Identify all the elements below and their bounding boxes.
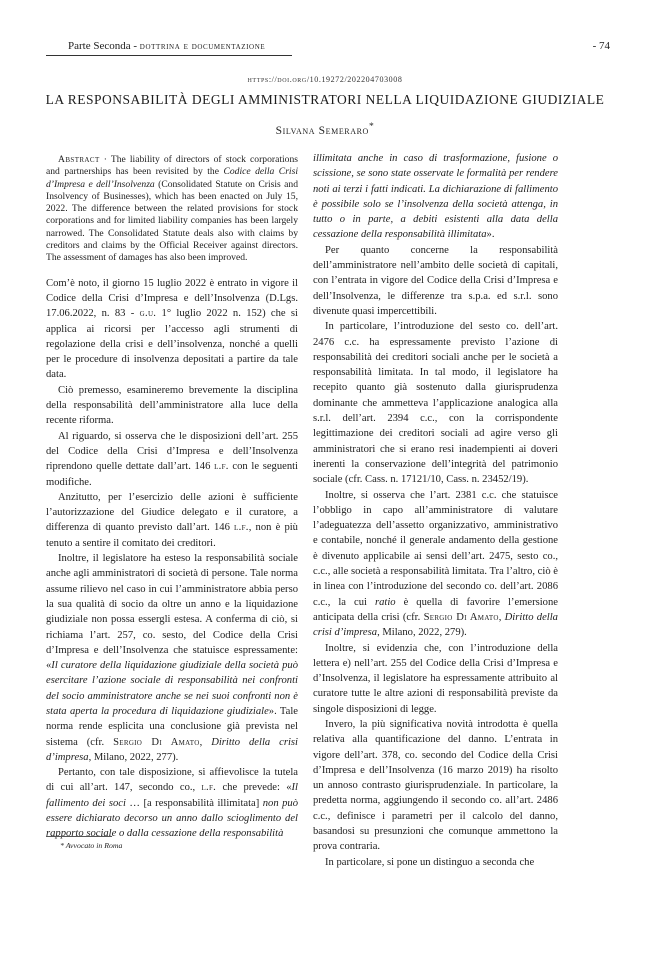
text: , Milano, 2022, 277). <box>88 751 179 763</box>
footnote-rule <box>46 836 112 837</box>
paragraph: In particolare, si pone un distinguo a seconda che <box>325 856 535 868</box>
paragraph: Ciò premesso, esamineremo brevemente la disciplina della responsabilità dell’amministratore alla luce della recente riforma. <box>46 384 298 427</box>
paragraph <box>46 765 298 841</box>
paragraph <box>46 490 298 551</box>
text: , <box>498 611 505 623</box>
doi-link[interactable]: https://doi.org/10.19272/202204703008 <box>247 75 403 84</box>
statute-quote: non può essere dichiarato decorso un anno dallo scioglimento del rapporto sociale o dalla cessazione della responsabilità <box>46 797 298 840</box>
author-line <box>0 121 650 137</box>
running-head-rule <box>46 55 292 56</box>
paragraph: Inoltre, si evidenzia che, con l’introduzione della lettera e) nell’art. 255 del Codice della Crisi d’Impresa e d’Insolvenza, il legislatore ha espressamente attribuito al curatore tutte le altre azioni di responsabilità previste da singole disposizioni di legge. <box>313 642 558 715</box>
paragraph <box>46 429 298 490</box>
right-column <box>313 151 558 870</box>
text: Anzitutto, per l’esercizio delle azioni è sufficiente l’autorizzazione del Giudice delegato e il curatore, a differenza di quanto previsto dall’art. 146 <box>46 491 298 534</box>
cited-author: Sergio Di Amato <box>423 611 499 623</box>
text: … [a responsabilità illimitata] <box>125 797 263 809</box>
text: Inoltre, si osserva che l’art. 2381 c.c. che statuisce l’obbligo in capo all’amministratore di valutare l’adeguatezza dell’assetto organizzativo, amministrativo e contabile, nonché il generale andamento della gestione è divenuto applicabile ai sensi dell’art. 2475, sesto co., c.c., alle società a responsabilità limitata. Tra l’altro, ciò è in linea con l’introduzione del secondo co. dell’art. 2086 c.c., la cui <box>313 489 558 608</box>
text: ». <box>486 229 495 241</box>
text: Pertanto, con tale disposizione, si affievolisce la tutela di cui all’art. 147, secondo co., <box>46 767 298 794</box>
footnote: * Avvocato in Roma <box>60 841 123 850</box>
abstract-text-end: (Consolidated Statute on Crisis and Insolvency of Businesses), which has been enacted on July 15, 2022. The difference between the related provisions for stock corporations and for limited liability companies has been largely narrowed. The Consolidated Statute deals also with claims by creditors and claims by the Official Receiver against directors. The assessment of damages has also been improved. <box>46 178 298 264</box>
statute-quote: illimitata anche in caso di trasformazione, fusione o scissione, se sono state osservate le formalità per rendere noti ai terzi i fatti indicati. La dichiarazione di fallimento è possibile solo se l’insolvenza della società attenga, in tutto o in parte, a debiti esistenti alla data della cessazione della responsabilità illimitata <box>313 153 558 241</box>
text: , <box>199 736 212 748</box>
text: con le seguenti modifiche. <box>46 461 298 488</box>
left-column <box>46 154 298 842</box>
text: , Milano, 2022, 279). <box>377 627 467 639</box>
text: Inoltre, il legislatore ha esteso la responsabilità sociale anche agli amministratori di società di persone. Tale norma assume rilievo nel caso in cui l’amministratore abbia perso la sua qualità di socio da oltre un anno e la liquidazione giudiziale non possa essergli estesa. A conferma di ciò, si richiama l’art. 257, co. sesto, del Codice della Crisi d’Impresa e dell’Insolvenza che statuisce espressamente: « <box>46 553 298 672</box>
text: Al riguardo, si osserva che le disposizioni dell’art. 255 del Codice della Crisi d’Impresa e dell’Insolvenza riprendono quelle dettate dall’art. 146 <box>46 430 298 473</box>
text: Com’è noto, il giorno 15 luglio 2022 è entrato in vigore il Codice della Crisi d’Impresa e dell’Insolvenza (D.Lgs. 17.06.2022, n. 83 - <box>46 277 298 320</box>
paragraph: Invero, la più significativa novità introdotta è quella relativa alla quantificazione del danno. L’entrata in vigore dell’art. 378, co. secondo del Codice della Crisi d’Impresa e dell’Insolvenza (16 marzo 2019) ha risolto un annoso contrasto giurisprudenziale. In particolare, la predetta norma, aggiungendo il secondo co. all’art. 2486 c.c., definisce i parametri per il calcolo del danno, basandosi su presunzioni che comunque ammettono la prova contraria. <box>313 718 558 853</box>
article-title: LA RESPONSABILITÀ DEGLI AMMINISTRATORI NELLA LIQUIDAZIONE GIUDIZIALE <box>45 92 605 107</box>
page-number: - 74 <box>592 40 610 52</box>
abstract-separator: · <box>99 154 111 165</box>
gazzetta-abbrev: g.u. <box>139 308 157 320</box>
paragraph: In particolare, l’introduzione del sesto co. dell’art. 2476 c.c. ha espressamente previsto l’azione di responsabilità dei creditori sociali anche per le società a responsabilità limitata. In tal modo, il legislatore ha recepito quanto già sostenuto dalla giurisprudenza dominante che ammetteva l’applicazione analogica alla s.r.l. dell’art. 2394 c.c., con la corrispondente legittimazione dei creditori sociali ad agire verso gli amministratori che si erano resi inadempienti ai doveri inerenti la conservazione dell’integrità del patrimonio sociale (cfr. Cass. n. 17121/10, Cass. n. 23452/19). <box>313 321 558 486</box>
abstract-text: The liability of directors of stock corporations and partnerships has been revisited by the <box>46 154 298 178</box>
text: è quella di favorire l’emersione anticipata della crisi (cfr. <box>313 596 558 623</box>
running-head-section: dottrina e documentazione <box>139 41 266 52</box>
running-head-label: Parte Seconda <box>68 40 131 52</box>
running-head <box>46 40 610 54</box>
author-name: Silvana Semeraro <box>275 124 369 137</box>
cited-author: Sergio Di Amato <box>113 736 200 748</box>
latin-term: ratio <box>374 596 396 608</box>
cited-book: Diritto della crisi d’impresa <box>313 611 558 639</box>
abstract-label: Abstract <box>58 154 100 165</box>
paragraph: Per quanto concerne la responsabilità dell’amministratore nell’ambito delle società di capitali, con l’entrata in vigore del Codice della Crisi d’Impresa e dell’Insolvenza, le differenze tra s.p.a. ed s.r.l. sono divenute quasi impercettibili. <box>313 244 558 317</box>
paragraph <box>46 276 298 383</box>
cited-book: Diritto della crisi d’impresa <box>46 736 298 763</box>
running-head-separator: - <box>130 40 140 52</box>
lf-abbrev: l.f. <box>234 522 249 534</box>
text: che prevede: « <box>216 782 292 794</box>
text: 1° luglio 2022 n. 152) che si applica ai ricorsi per l’accesso agli strumenti di regolazione della crisi e dell’insolvenza, nonché a quelli per le procedure di insolvenza depositati a partire da tale data. <box>46 308 298 381</box>
paragraph <box>46 551 298 765</box>
paragraph <box>313 151 558 243</box>
abstract-statute: Codice della Crisi d’Impresa e dell’Insolvenza <box>46 166 298 190</box>
text: ». Tale norma rende esplicita una conclusione già prevista nel sistema (cfr. <box>46 705 298 748</box>
statute-quote: Il fallimento dei soci <box>46 782 298 809</box>
lf-abbrev: l.f. <box>214 461 229 473</box>
abstract <box>46 154 298 265</box>
author-footnote-mark: * <box>368 121 375 132</box>
text: , non è più tenuto a sentire il comitato dei creditori. <box>46 522 298 549</box>
statute-quote: Il curatore della liquidazione giudiziale della società può esercitare l’azione sociale di responsabilità nei confronti del socio amministratore anche se nei suoi confronti non è stata aperta la procedura di liquidazione giudiziale <box>46 660 298 717</box>
lf-abbrev: l.f. <box>201 782 217 794</box>
paragraph <box>313 488 558 641</box>
running-head-left <box>68 40 265 52</box>
